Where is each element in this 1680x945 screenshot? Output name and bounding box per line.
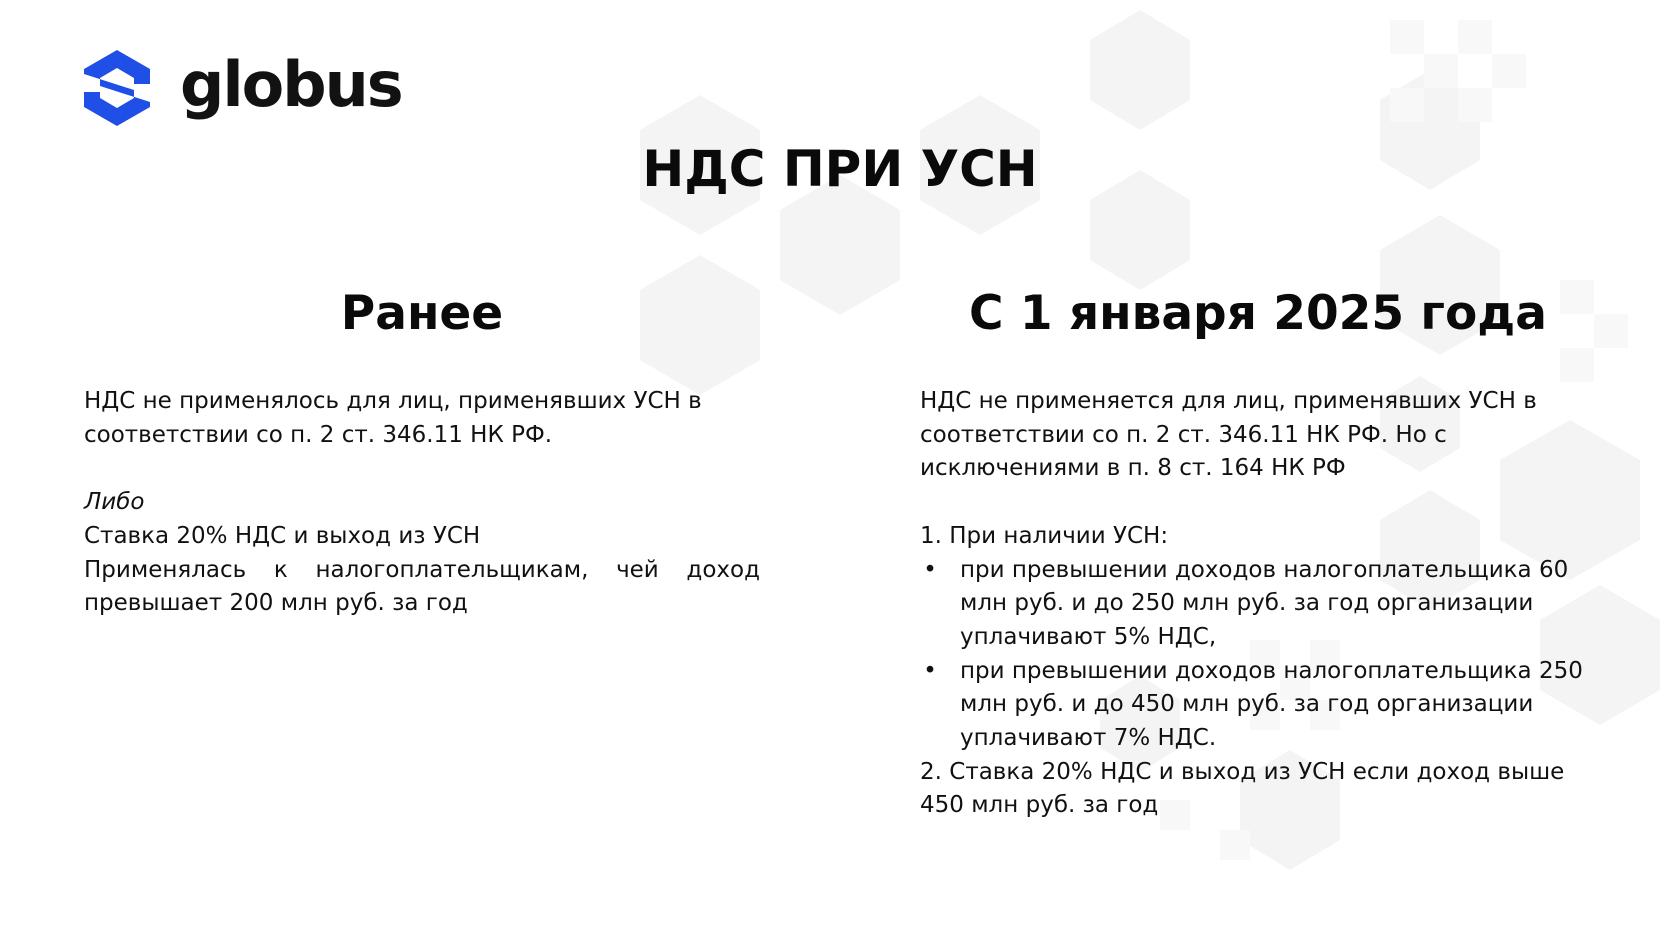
right-item-1: 1. При наличии УСН: — [920, 522, 1169, 549]
right-item-2: 2. Ставка 20% НДС и выход из УСН если доход выше 450 млн руб. за год — [920, 758, 1565, 819]
left-paragraph-1: НДС не применялось для лиц, применявших УСН в соответствии со п. 2 ст. 346.11 НК РФ. — [84, 388, 702, 448]
list-item — [920, 655, 1610, 756]
globus-logo-icon — [84, 50, 150, 126]
left-paragraph-2: Применялась к налогоплательщикам, чей доход превышает 200 млн руб. за год — [84, 556, 760, 617]
bullet-icon: • — [923, 556, 937, 583]
right-column — [920, 385, 1610, 823]
logo — [84, 50, 402, 126]
list-item — [920, 554, 1610, 655]
left-line-1: Ставка 20% НДС и выход из УСН — [84, 522, 481, 549]
left-column-heading: Ранее — [340, 286, 504, 341]
right-paragraph-1: НДС не применяется для лиц, применявших УСН в соответствии со п. 2 ст. 346.11 НК РФ. Но с исключениями в п. 8 ст. 164 НК РФ — [920, 388, 1537, 482]
bullet-list — [920, 554, 1610, 756]
brand-name: globus — [180, 48, 402, 121]
alt-label: Либо — [84, 489, 145, 516]
bullet-icon: • — [923, 657, 937, 684]
bullet-text: при превышении доходов налогоплательщика 60 млн руб. и до 250 млн руб. за год организации уплачивают 5% НДС, — [960, 556, 1569, 650]
bullet-text: при превышении доходов налогоплательщика 250 млн руб. и до 450 млн руб. за год организации уплачивают 7% НДС. — [960, 657, 1583, 752]
page-title: НДС ПРИ УСН — [642, 140, 1038, 198]
right-column-heading: С 1 января 2025 года — [969, 286, 1547, 341]
left-column — [84, 385, 760, 621]
